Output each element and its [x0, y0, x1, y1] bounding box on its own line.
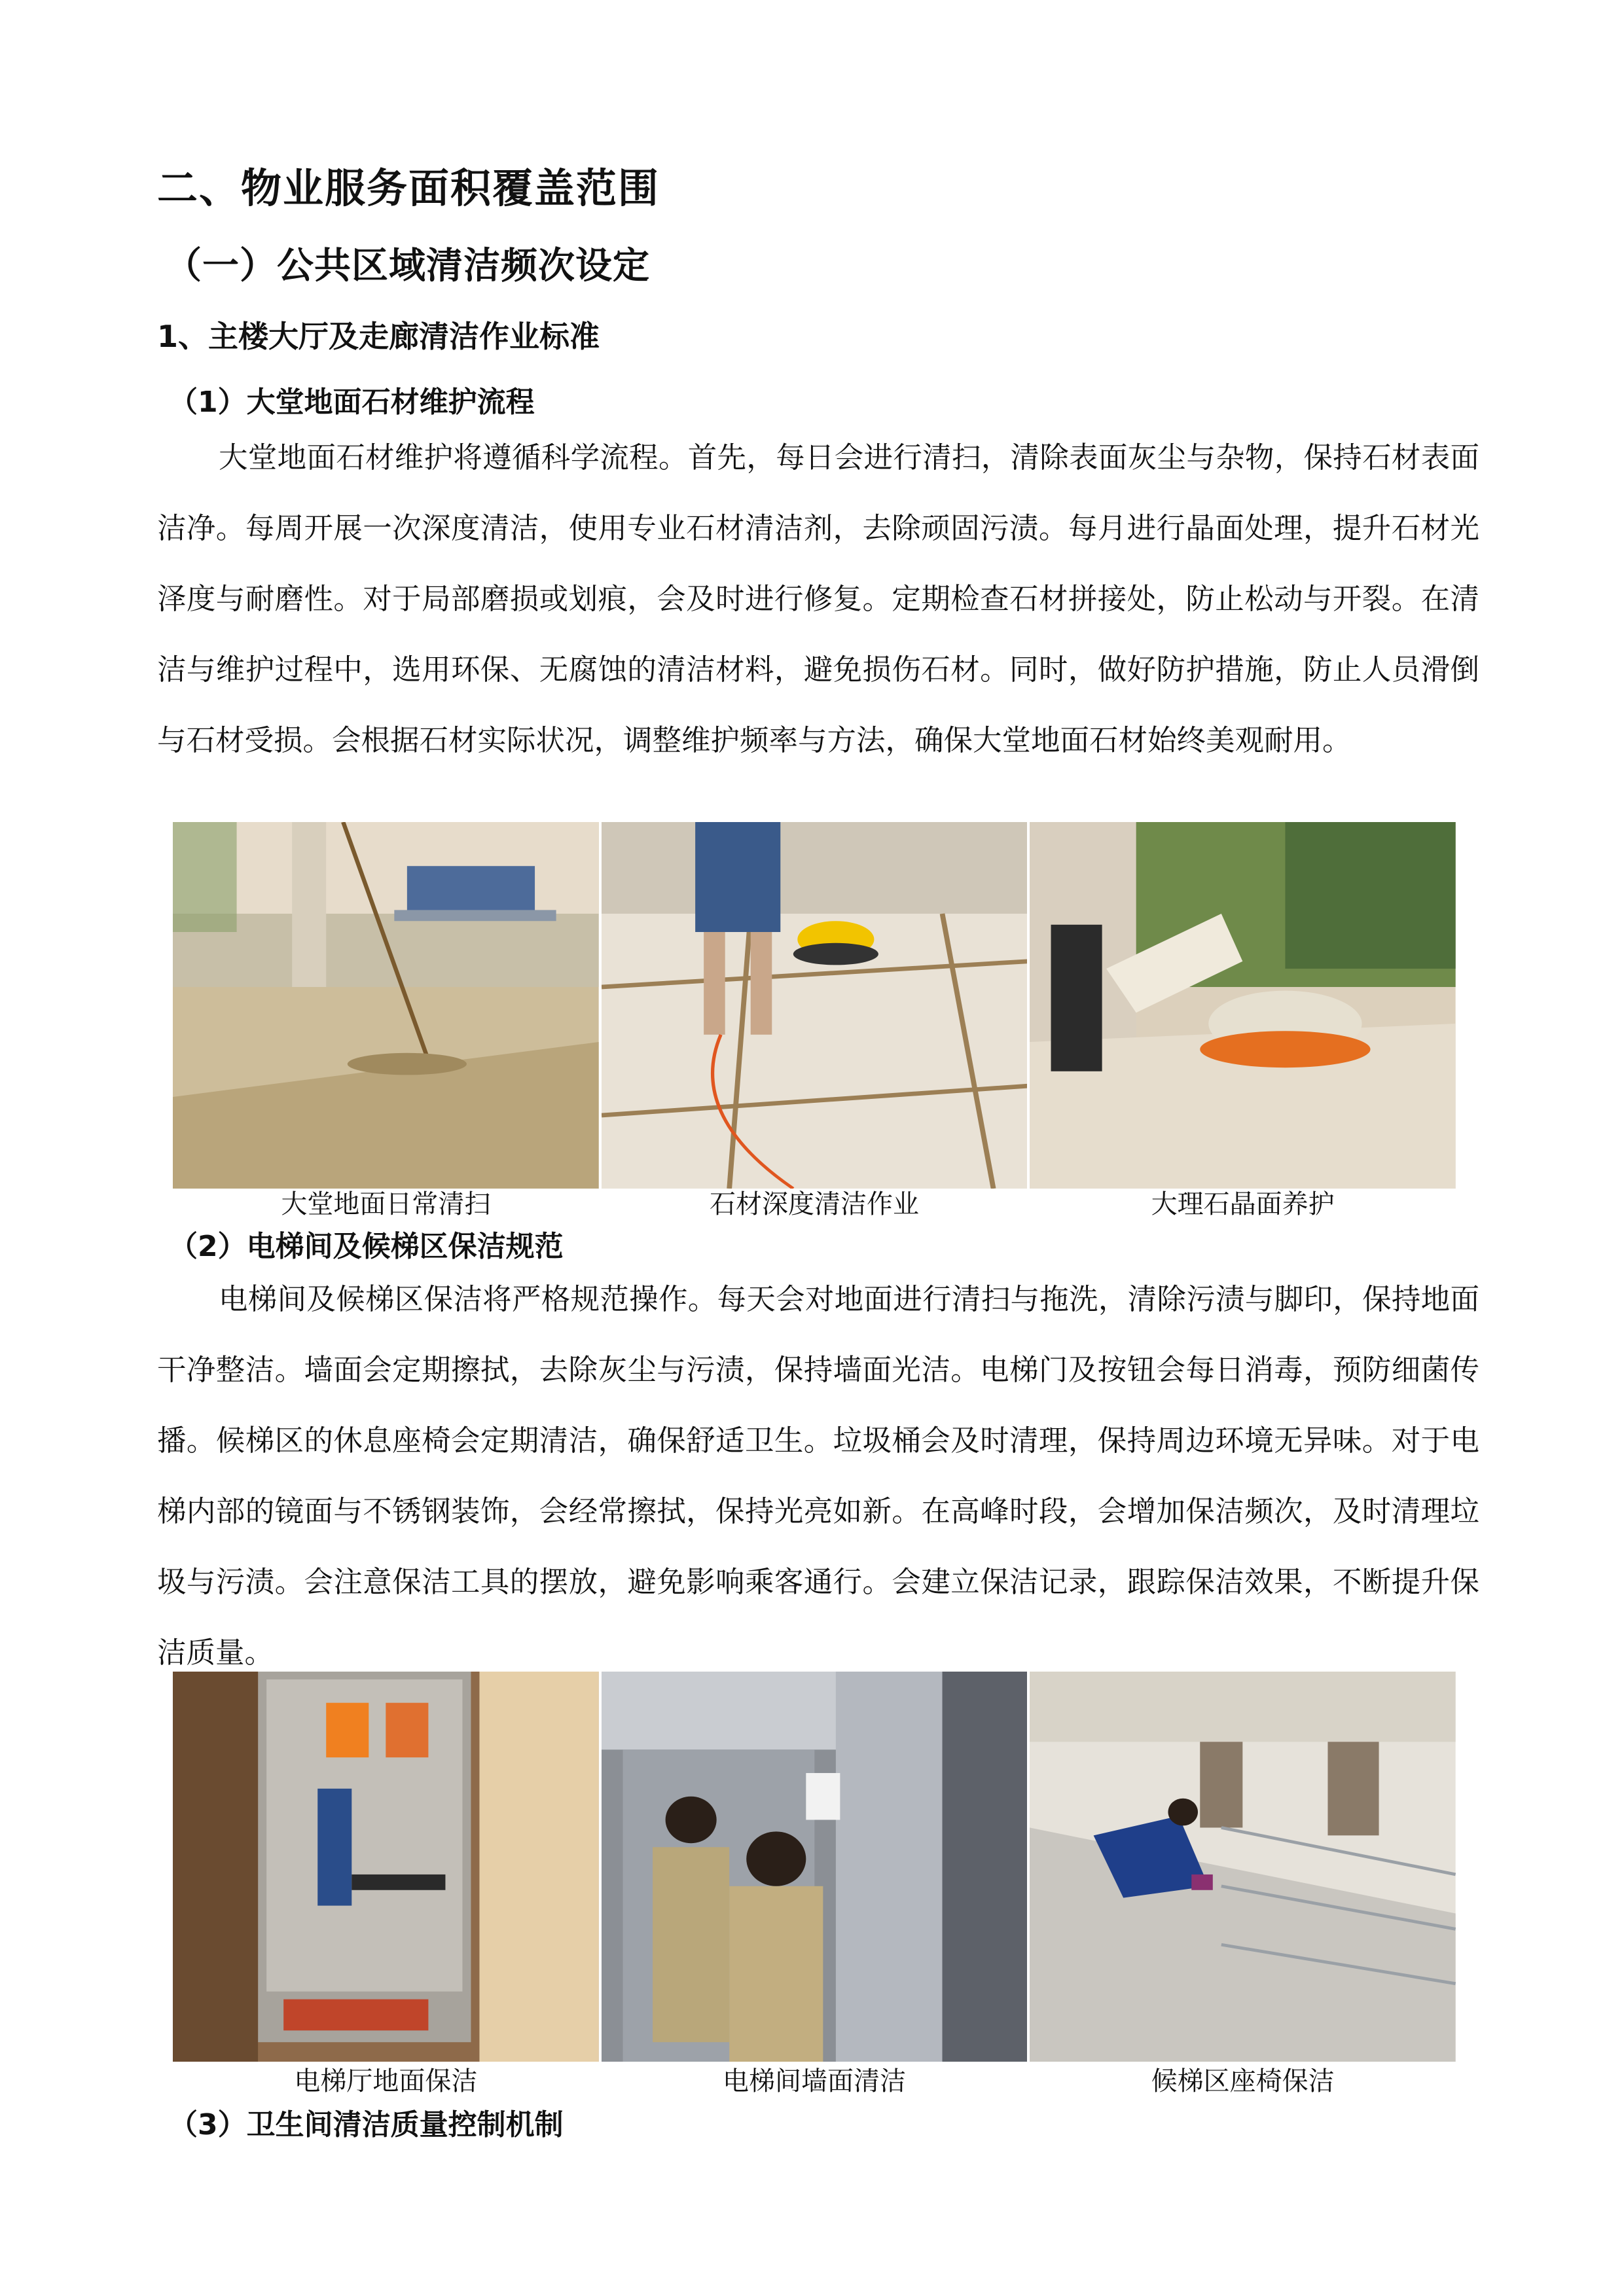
crystal-polish-photo [1030, 822, 1456, 1189]
caption-crystal-polish: 大理石晶面养护 [1151, 1189, 1335, 1219]
caption-elevator-wall: 电梯间墙面清洁 [723, 2066, 906, 2096]
subsection-1-title: （1）大堂地面石材维护流程 [169, 386, 535, 419]
waiting-area-seat-photo [1030, 1672, 1456, 2062]
subsection-2-title: （2）电梯间及候梯区保洁规范 [169, 1230, 564, 1263]
caption-lobby-sweeping: 大堂地面日常清扫 [281, 1189, 491, 1219]
subsection-3-title: （3）卫生间清洁质量控制机制 [169, 2108, 564, 2142]
subsection-2-paragraph: 电梯间及候梯区保洁将严格规范操作。每天会对地面进行清扫与拖洗，清除污渍与脚印，保持地面干净整洁。墙面会定期擦拭，去除灰尘与污渍，保持墙面光洁。电梯门及按钮会每日消毒，预防细菌传播。候梯区的休息座椅会定期清洁，确保舒适卫生。垃圾桶会及时清理，保持周边环境无异味。对于电梯内部的镜面与不锈钢装饰，会经常擦拭，保持光亮如新。在高峰时段，会增加保洁频次，及时清理垃圾与污渍。会注意保洁工具的摆放，避免影响乘客通行。会建立保洁记录，跟踪保洁效果，不断提升保洁质量。 [157, 1283, 1479, 1670]
caption-deep-cleaning: 石材深度清洁作业 [710, 1189, 919, 1219]
caption-elevator-hall-floor: 电梯厅地面保洁 [294, 2066, 478, 2096]
deep-cleaning-photo [602, 822, 1028, 1189]
caption-row-2 [173, 2063, 1456, 2100]
caption-waiting-seat: 候梯区座椅保洁 [1151, 2066, 1335, 2096]
subsection-1-paragraph: 大堂地面石材维护将遵循科学流程。首先，每日会进行清扫，清除表面灰尘与杂物，保持石材表面洁净。每周开展一次深度清洁，使用专业石材清洁剂，去除顽固污渍。每月进行晶面处理，提升石材光泽度与耐磨性。对于局部磨损或划痕，会及时进行修复。定期检查石材拼接处，防止松动与开裂。在清洁与维护过程中，选用环保、无腐蚀的清洁材料，避免损伤石材。同时，做好防护措施，防止人员滑倒与石材受损。会根据石材实际状况，调整维护频率与方法，确保大堂地面石材始终美观耐用。 [157, 441, 1479, 757]
elevator-wall-cleaning-photo [602, 1672, 1028, 2062]
page-heading: 二、物业服务面积覆盖范围 [157, 164, 660, 212]
elevator-hall-floor-photo [173, 1672, 599, 2062]
caption-row-1 [173, 1186, 1456, 1223]
lobby-sweeping-photo [173, 822, 599, 1189]
photo-row-1 [173, 822, 1456, 1189]
section-title: 1、主楼大厅及走廊清洁作业标准 [157, 319, 600, 354]
photo-row-2 [173, 1672, 1456, 2062]
sub-heading: （一）公共区域清洁频次设定 [165, 245, 650, 287]
